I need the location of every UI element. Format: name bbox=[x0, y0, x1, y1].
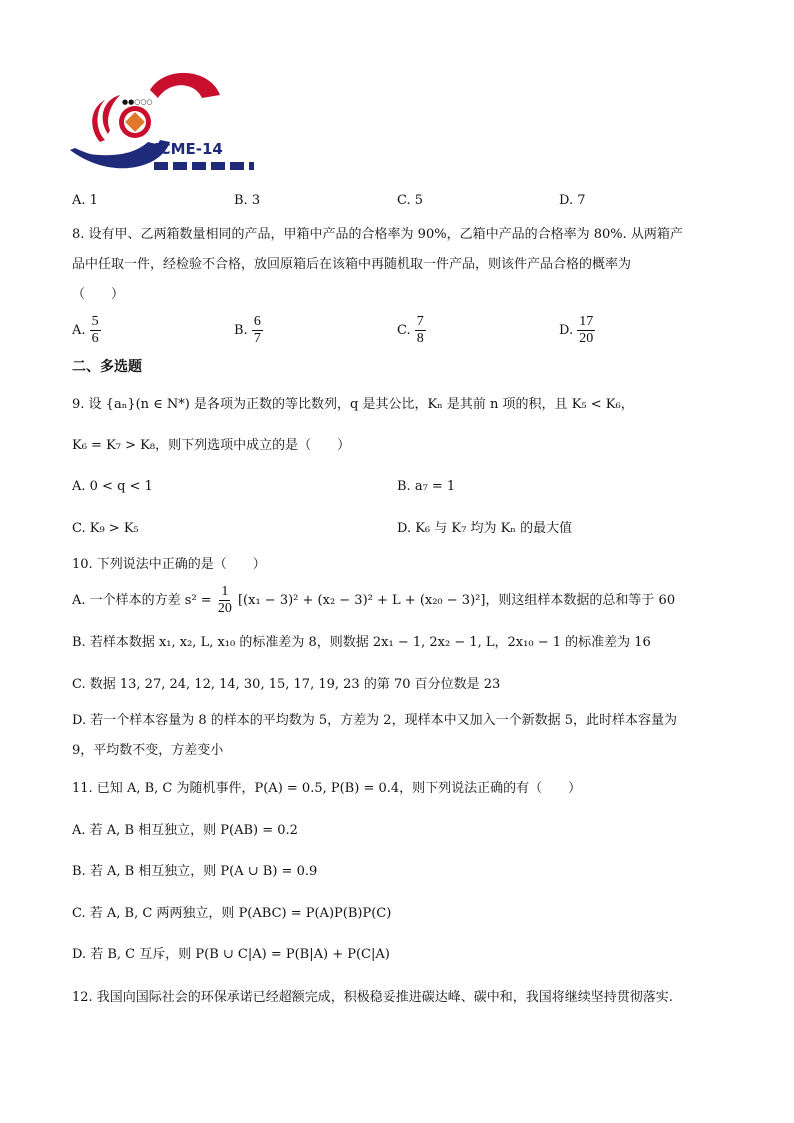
q10-option-c: C. 数据 13, 27, 24, 12, 14, 30, 15, 17, 19, 23 的第 70 百分位数是 23 bbox=[72, 677, 501, 692]
q11-option-d: D. 若 B, C 互斥，则 P(B ∪ C|A) = P(B|A) + P(C|A) bbox=[72, 947, 390, 962]
q9-option-b: B. a₇ = 1 bbox=[397, 479, 456, 494]
fraction: $\frac{1}{20}$ bbox=[217, 584, 232, 616]
q10-option-b: B. 若样本数据 x₁, x₂, L, x₁₀ 的标准差为 8，则数据 2x₁ − 1, 2x₂ − 1, L，2x₁₀ − 1 的标准差为 16 bbox=[72, 635, 651, 650]
q10-option-d-line-2: 9，平均数不变，方差变小 bbox=[72, 743, 224, 758]
q10-stem: 10. 下列说法中正确的是（ ） bbox=[72, 557, 266, 572]
section-heading: 二、多选题 bbox=[72, 359, 142, 375]
q8-option-b: B. $\frac{6}{7}$ bbox=[234, 314, 261, 346]
fraction: $\frac{7}{8}$ bbox=[416, 314, 424, 346]
fraction: $\frac{6}{7}$ bbox=[253, 314, 261, 346]
svg-text:●●○○○: ●●○○○ bbox=[122, 98, 153, 106]
q8-option-a: A. $\frac{5}{6}$ bbox=[72, 314, 99, 346]
q8-blank: （ ） bbox=[72, 287, 125, 302]
q9-option-a: A. 0 < q < 1 bbox=[72, 479, 153, 494]
q9-line-2: K₆ = K₇ > K₈，则下列选项中成立的是（ ） bbox=[72, 438, 351, 453]
q7-option-a: A. 1 bbox=[72, 193, 98, 208]
q9-option-d: D. K₆ 与 K₇ 均为 Kₙ 的最大值 bbox=[397, 521, 573, 536]
q7-option-b: B. 3 bbox=[234, 193, 261, 208]
q12-stem: 12. 我国向国际社会的环保承诺已经超额完成，积极稳妥推进碳达峰、碳中和，我国将继续坚持贯彻落实. bbox=[72, 990, 673, 1005]
fraction: $\frac{5}{6}$ bbox=[91, 314, 99, 346]
logo-text: ICME-14 bbox=[154, 140, 223, 158]
q7-option-d: D. 7 bbox=[559, 193, 586, 208]
q9-option-c: C. K₉ > K₅ bbox=[72, 521, 139, 536]
q10-option-d-line-1: D. 若一个样本容量为 8 的样本的平均数为 5，方差为 2，现样本中又加入一个新数据 5，此时样本容量为 bbox=[72, 713, 677, 728]
q8-option-d: D. $\frac{17}{20}$ bbox=[559, 314, 594, 346]
fraction: $\frac{17}{20}$ bbox=[579, 314, 594, 346]
q8-option-c: C. $\frac{7}{8}$ bbox=[397, 314, 424, 346]
q11-option-a: A. 若 A, B 相互独立，则 P(AB) = 0.2 bbox=[72, 823, 298, 838]
q9-line-1: 9. 设 {aₙ}(n ∈ N*) 是各项为正数的等比数列，q 是其公比，Kₙ 是其前 n 项的积，且 K₅ < K₆， bbox=[72, 397, 634, 412]
q11-option-b: B. 若 A, B 相互独立，则 P(A ∪ B) = 0.9 bbox=[72, 864, 318, 879]
icme-logo bbox=[70, 70, 255, 180]
q7-option-c: C. 5 bbox=[397, 193, 424, 208]
q8-line-1: 8. 设有甲、乙两箱数量相同的产品，甲箱中产品的合格率为 90%，乙箱中产品的合格率为 80%. 从两箱产 bbox=[72, 227, 683, 242]
q10-option-a: A. 一个样本的方差 s² = $\frac{1}{20}$ [(x₁ − 3)² + (x₂ − 3)² + L + (x₂₀ − 3)²]，则这组样本数据的总和等于 60 bbox=[72, 584, 676, 616]
q11-stem: 11. 已知 A, B, C 为随机事件，P(A) = 0.5, P(B) = 0.4，则下列说法正确的有（ ） bbox=[72, 781, 582, 796]
logo-subtext-bars bbox=[154, 162, 254, 170]
q8-line-2: 品中任取一件，经检验不合格，放回原箱后在该箱中再随机取一件产品，则该件产品合格的概率为 bbox=[72, 257, 632, 272]
q11-option-c: C. 若 A, B, C 两两独立，则 P(ABC) = P(A)P(B)P(C) bbox=[72, 906, 392, 921]
